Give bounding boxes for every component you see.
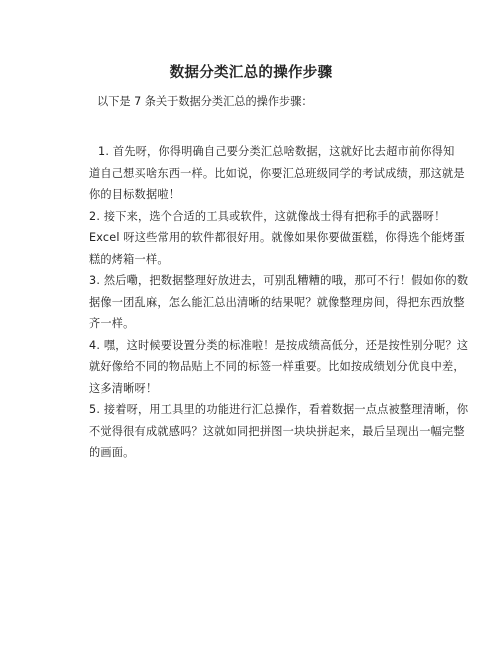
paragraph-line: 4. 嘿，这时候要设置分类的标准啦！是按成绩高低分，还是按性别分呢？这 <box>89 338 469 352</box>
paragraph-line: 据像一团乱麻，怎么能汇总出清晰的结果呢？就像整理房间，得把东西放整 <box>89 295 465 309</box>
paragraph-3 <box>89 270 469 335</box>
paragraph-line: Excel 呀这些常用的软件都很好用。就像如果你要做蛋糕，你得选个能烤蛋 <box>89 231 466 244</box>
paragraph-line: 你的目标数据啦！ <box>89 188 181 201</box>
paragraph-line: 糕的烤箱一样。 <box>89 252 169 266</box>
paragraph-line: 齐一样。 <box>89 317 135 330</box>
paragraph-line: 道自己想买啥东西一样。比如说，你要汇总班级同学的考试成绩，那这就是 <box>89 166 465 180</box>
intro-text: 以下是 7 条关于数据分类汇总的操作步骤： <box>97 95 313 108</box>
paragraph-4 <box>89 335 469 400</box>
paragraph-line: 2. 接下来，选个合适的工具或软件，这就像战士得有把称手的武器呀！ <box>89 209 446 223</box>
paragraph-line: 这多清晰呀！ <box>89 381 158 395</box>
paragraph-line: 就好像给不同的物品贴上不同的标签一样重要。比如按成绩划分优良中差， <box>89 360 465 373</box>
paragraph-1 <box>89 141 465 206</box>
paragraph-line: 3. 然后嘞，把数据整理好放进去，可别乱糟糟的哦，那可不行！假如你的数 <box>89 274 469 287</box>
document-body <box>89 141 469 464</box>
document-title: 数据分类汇总的操作步骤 <box>169 65 333 81</box>
paragraph-line: 不觉得很有成就感吗？这就如同把拼图一块块拼起来，最后呈现出一幅完整 <box>89 424 465 438</box>
paragraph-2 <box>89 206 466 271</box>
paragraph-line: 的画面。 <box>89 446 135 459</box>
paragraph-line: 5. 接着呀，用工具里的功能进行汇总操作，看着数据一点点被整理清晰，你 <box>89 403 469 416</box>
paragraph-line: 1. 首先呀，你得明确自己要分类汇总啥数据，这就好比去超市前你得知 <box>98 145 455 158</box>
paragraph-5 <box>89 399 469 464</box>
